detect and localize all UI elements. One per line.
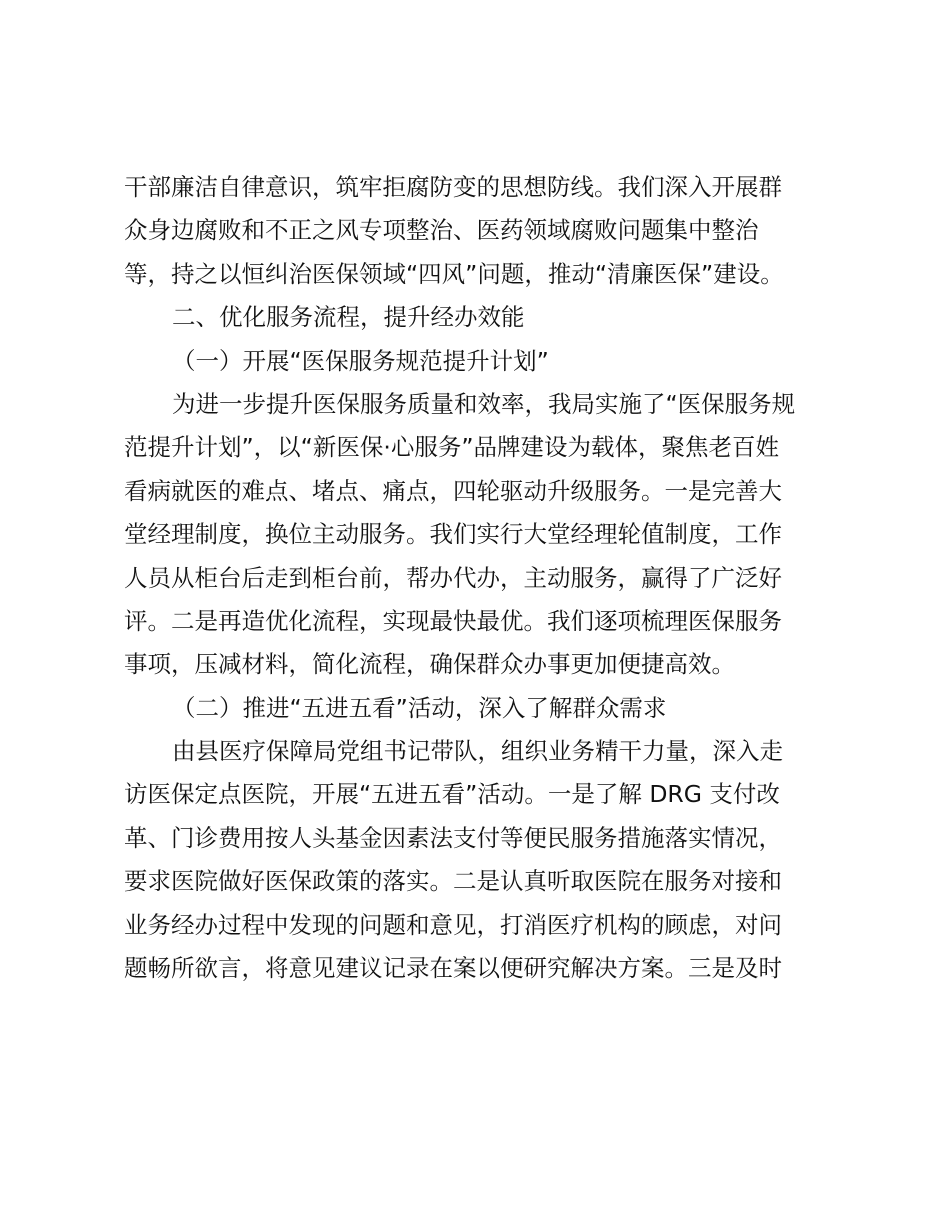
- text-line: 评。二是再造优化流程，实现最快最优。我们逐项梳理医保服务: [124, 606, 782, 635]
- text-line: 等，持之以恒纠治医保领域“四风”问题，推动“清廉医保”建设。: [124, 259, 784, 288]
- subsection-heading-text: （二）推进“五进五看”活动，深入了解群众需求: [172, 693, 667, 722]
- text-line: 看病就医的难点、堵点、痛点，四轮驱动升级服务。一是完善大: [124, 476, 782, 505]
- body-paragraph: [124, 730, 836, 990]
- text-line: 干部廉洁自律意识，筑牢拒腐防变的思想防线。我们深入开展群: [124, 173, 782, 201]
- text-line: 革、门诊费用按人头基金因素法支付等便民服务措施落实情况，: [124, 823, 782, 852]
- text-line: 访医保定点医院，开展“五进五看”活动。一是了解 DRG 支付改: [124, 780, 780, 809]
- text-line: 为进一步提升医保服务质量和效率，我局实施了“医保服务规: [172, 389, 796, 418]
- text-line: 范提升计划”，以“新医保·心服务”品牌建设为载体，聚焦老百姓: [124, 433, 779, 462]
- section-heading: [124, 296, 836, 339]
- subsection-heading-text: （一）开展“医保服务规范提升计划”: [172, 346, 549, 375]
- text-line: 由县医疗保障局党组书记带队，组织业务精干力量，深入走: [172, 737, 783, 766]
- text-line: 要求医院做好医保政策的落实。二是认真听取医院在服务对接和: [124, 867, 782, 896]
- subsection-heading: [124, 687, 836, 730]
- body-paragraph: [124, 166, 836, 296]
- section-heading-text: 二、优化服务流程，提升经办效能: [172, 303, 525, 332]
- text-line: 人员从柜台后走到柜台前，帮办代办，主动服务，赢得了广泛好: [124, 563, 782, 592]
- text-line: 事项，压减材料，简化流程，确保群众办事更加便捷高效。: [124, 650, 735, 679]
- text-line: 堂经理制度，换位主动服务。我们实行大堂经理轮值制度，工作: [124, 520, 782, 549]
- body-paragraph: [124, 383, 836, 687]
- text-line: 众身边腐败和不正之风专项整治、医药领域腐败问题集中整治: [124, 216, 759, 245]
- text-line: 题畅所欲言，将意见建议记录在案以便研究解决方案。三是及时: [124, 954, 782, 983]
- subsection-heading: [124, 340, 836, 383]
- document-body: [124, 166, 836, 990]
- text-line: 业务经办过程中发现的问题和意见，打消医疗机构的顾虑，对问: [124, 910, 782, 939]
